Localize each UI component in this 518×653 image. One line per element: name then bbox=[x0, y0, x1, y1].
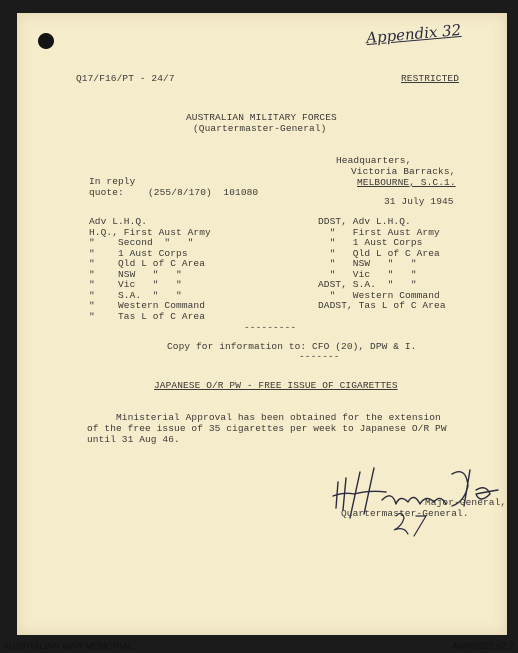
reply-reference: (255/8/170) 101080 bbox=[148, 187, 259, 198]
reply-label-1: In reply bbox=[89, 176, 136, 187]
body-line: Ministerial Approval has been obtained for the extension bbox=[87, 412, 441, 423]
letter-date: 31 July 1945 bbox=[384, 196, 454, 207]
separator-rule: ------- bbox=[299, 351, 340, 362]
distribution-item: " Qld L of C Area bbox=[89, 258, 206, 269]
signatory-rank: Major-General, bbox=[425, 497, 507, 508]
distribution-item: " Tas L of C Area bbox=[89, 310, 206, 322]
distribution-item: DDST, Adv L.H.Q. bbox=[318, 216, 411, 227]
footer-institution: AUSTRALIAN WAR MEMORIAL bbox=[3, 641, 134, 651]
distribution-item: " Vic " " bbox=[89, 279, 182, 290]
letterhead-org: AUSTRALIAN MILITARY FORCES bbox=[186, 112, 337, 123]
distribution-item: " Qld L of C Area bbox=[318, 247, 440, 259]
body-line: of the free issue of 35 cigarettes per week to Japanese O/R PW bbox=[87, 423, 447, 434]
handwritten-appendix-note: Appendix 32 bbox=[365, 20, 462, 48]
punch-hole bbox=[38, 33, 54, 49]
address-city: MELBOURNE, S.C.1. bbox=[357, 177, 456, 188]
distribution-item: " Vic " " bbox=[318, 268, 417, 280]
distribution-item: ADST, S.A. " " bbox=[318, 279, 417, 290]
subject-heading: JAPANESE O/R PW - FREE ISSUE OF CIGARETTES bbox=[154, 380, 398, 391]
classification-label: RESTRICTED bbox=[401, 73, 460, 84]
distribution-item: " Western Command bbox=[89, 300, 206, 311]
distribution-item: " NSW " " bbox=[318, 258, 417, 269]
distribution-item: DADST, Tas L of C Area bbox=[318, 300, 446, 311]
address-line-2: Victoria Barracks, bbox=[351, 166, 456, 177]
distribution-item: H.Q., First Aust Army bbox=[89, 226, 211, 238]
distribution-item: " S.A. " " bbox=[89, 289, 182, 301]
footer-accession-number: AWM2021.62.7 bbox=[452, 641, 514, 651]
address-line-3 bbox=[357, 177, 456, 188]
copy-for-information: Copy for information to: CFO (20), DPW & I. bbox=[167, 341, 417, 352]
body-line: until 31 Aug 46. bbox=[87, 434, 180, 445]
distribution-item: " 1 Aust Corps bbox=[318, 237, 423, 248]
distribution-item: " First Aust Army bbox=[318, 226, 440, 238]
distribution-item: " Second " " bbox=[89, 237, 194, 248]
distribution-item: Adv L.H.Q. bbox=[89, 216, 148, 227]
distribution-item: " 1 Aust Corps bbox=[89, 247, 188, 259]
separator-rule: --------- bbox=[244, 322, 297, 333]
file-reference: Q17/F16/PT - 24/7 bbox=[76, 73, 175, 84]
letterhead-branch: (Quartermaster-General) bbox=[193, 123, 327, 134]
distribution-item: " Western Command bbox=[318, 289, 440, 301]
distribution-item: " NSW " " bbox=[89, 268, 182, 280]
reply-label-2: quote: bbox=[89, 187, 124, 198]
address-line-1: Headquarters, bbox=[336, 155, 412, 166]
signatory-appointment: Quartermaster-General. bbox=[341, 508, 469, 519]
